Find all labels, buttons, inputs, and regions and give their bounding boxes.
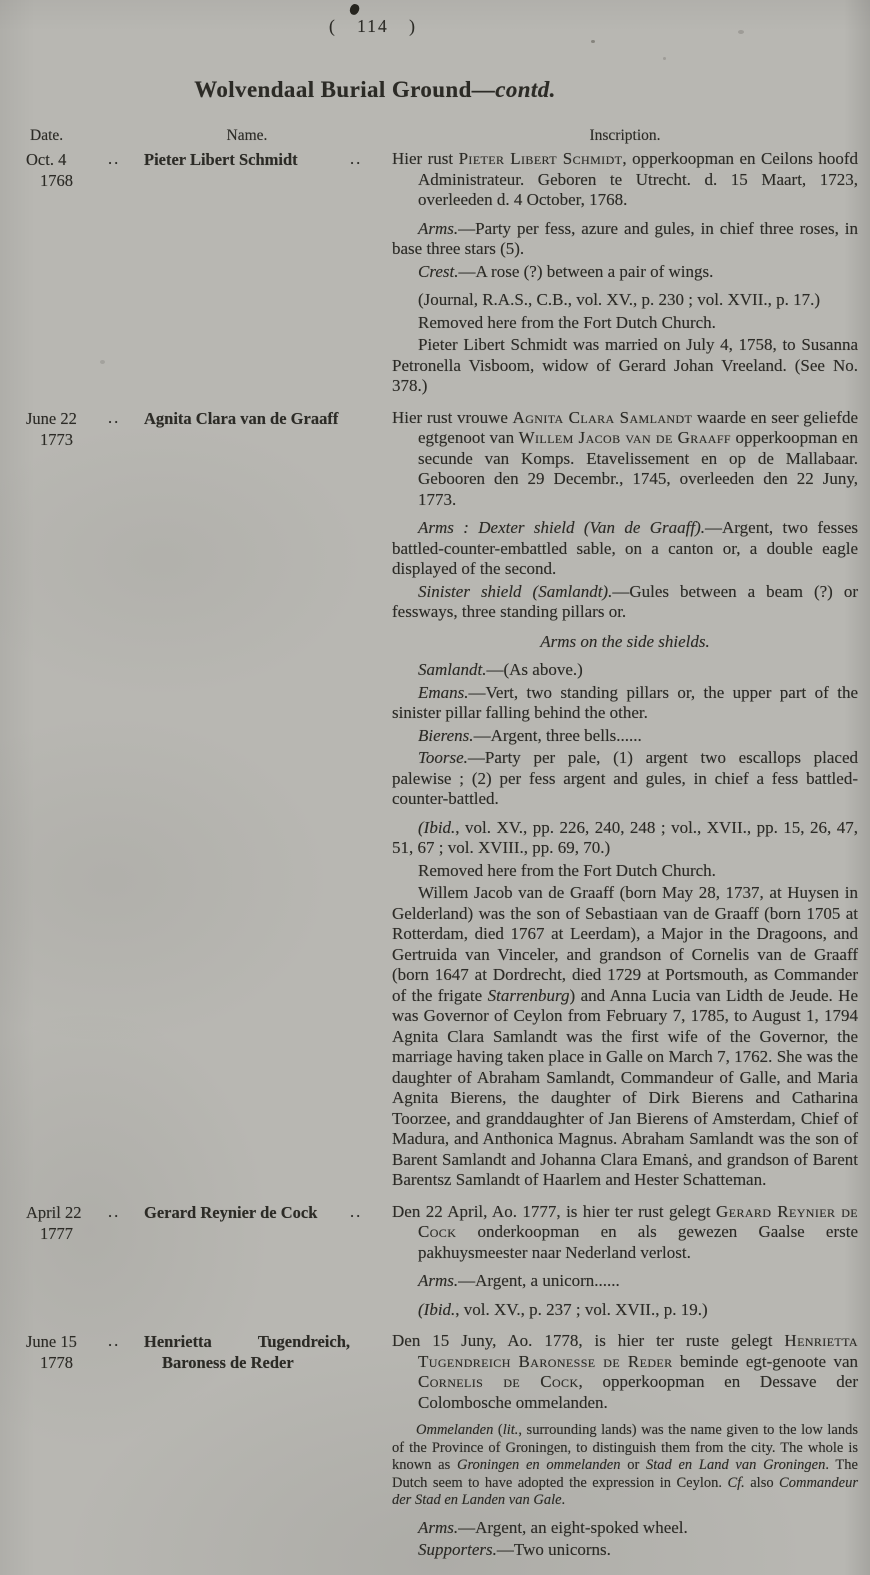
date-line-2: 1778 <box>40 1353 73 1372</box>
inscription-paragraph: Willem Jacob van de Graaff (born May 28, 1737, at Huysen in Gelderland) was the son of Sebastiaan van de Graaff (born 1705 at Rotterdam, died 1767 at Leerdam), a Major in the Dragoons, and Gertruida van Vinceler, and grandson of Cornelis van de Graaff (born 1647 at Dordrecht, died 1729 at Portsmouth, as Commander of the frigate Starrenburg) and Anna Lucia van Lidth de Jeude. He was Governor of Ceylon from February 7, 1785, to August 1, 1794 Agnita Clara Samlandt was the first wife of the Governor, the marriage having taken place in Galle on March 7, 1762. She was the daughter of Abraham Samlandt, Commandeur of Galle, and Maria Agnita Bierens, the daughter of Dirk Bierens and Catharina Toorzee, and granddaughter of Jan Bierens of Amsterdam, Chief of Madura, and Anthonica Magnus. Abraham Samlandt was the son of Barent Samlandt and Johanna Clara Emanṡ, and grandson of Barent Barentsz Samlandt of Haarlem and Hester Schatteman. <box>392 883 858 1189</box>
inscription-paragraph: Den 15 Juny, Ao. 1778, is hier ter ruste gelegt Henrietta Tugendreich Baronesse de Reder beminde egt-genoote van Cornelis de Cock, opperkoopman en Dessave der Colombosche ommelanden. <box>392 1331 859 1412</box>
inscription-paragraph: Arms : Dexter shield (Van de Graaff).—Argent, two fesses battled-counter-embattled sable, on a canton or, a double eagle displayed of the second. <box>392 518 858 578</box>
leader-dots: .. <box>108 149 121 168</box>
date-cell <box>20 148 108 397</box>
date-line-2: 1777 <box>40 1223 73 1243</box>
column-header-inscription: Inscription. <box>589 127 661 144</box>
inscription-cell <box>392 407 858 1191</box>
ink-speck <box>100 360 105 364</box>
inscription-footnote: Ommelanden (lit., surrounding lands) was the name given to the low lands of the Province of Groningen, to distinguish them from the city. The whole is known as Groningen en ommelanden or Stad en Land van Groningen. The Dutch seem to have adopted the expression in Ceylon. Cf. also Commandeur der Stad en Landen van Gale. <box>392 1422 858 1508</box>
entry-row-de-reder <box>20 1330 858 1561</box>
date-line-2: 1768 <box>40 171 73 190</box>
name-line-1 <box>144 1331 350 1352</box>
inscription-cell <box>392 1201 858 1321</box>
inscription-paragraph: Arms.—Party per fess, azure and gules, in chief three roses, in base three stars (5). <box>392 218 858 258</box>
inscription-paragraph: (Ibid., vol. XV., pp. 226, 240, 248 ; vol., XVII., pp. 15, 26, 47, 51, 67 ; vol. XVIII., pp. 69, 70.) <box>392 817 858 857</box>
inscription-paragraph: Removed here from the Fort Dutch Church. <box>418 860 716 880</box>
name-leader-dots <box>350 407 392 1191</box>
inscription-paragraph: Samlandt.—(As above.) <box>418 660 583 679</box>
entry-row-de-cock <box>20 1201 858 1321</box>
name-line-1-left: Henrietta <box>144 1332 212 1351</box>
name-leader-dots: .. <box>350 149 363 168</box>
date-line-2: 1773 <box>40 429 73 449</box>
date-cell <box>20 1330 108 1561</box>
date-line-1: April 22 <box>26 1202 82 1222</box>
date-cell <box>20 407 108 1191</box>
page-title-text: Wolvendaal Burial Ground <box>194 77 472 102</box>
page-title <box>0 77 794 103</box>
inscription-paragraph: Arms on the side shields. <box>540 631 710 651</box>
column-header-date: Date. <box>30 127 64 144</box>
inscription-paragraph: (Ibid., vol. XV., p. 237 ; vol. XVII., p. 19.) <box>418 1299 708 1319</box>
column-headers <box>20 127 858 145</box>
column-header-spacer <box>350 127 392 145</box>
page-title-continuation: —contd. <box>471 77 556 102</box>
ink-speck <box>663 57 666 60</box>
ink-speck <box>591 40 595 43</box>
inscription-cell <box>392 148 858 397</box>
name-leader-dots <box>350 1330 392 1561</box>
date-cell <box>20 1201 108 1321</box>
name-cell: Pieter Libert Schmidt <box>144 150 298 169</box>
inscription-paragraph: Sinister shield (Samlandt).—Gules between a beam (?) or fessways, three standing pillars or. <box>392 581 858 621</box>
inscription-paragraph: Arms.—Argent, an eight-spoked wheel. <box>418 1517 688 1537</box>
name-cell <box>144 1330 350 1561</box>
entry-row-schmidt <box>20 148 858 397</box>
name-cell: Agnita Clara van de Graaff <box>144 408 339 428</box>
inscription-paragraph: Removed here from the Fort Dutch Church. <box>418 312 716 332</box>
inscription-cell <box>392 1330 858 1561</box>
leader-dots: .. <box>108 1331 121 1350</box>
inscription-paragraph: Bierens.—Argent, three bells...... <box>418 725 642 745</box>
page-number: ( 114 ) <box>328 16 417 36</box>
inscription-paragraph: Toorse.—Party per pale, (1) argent two escallops placed palewise ; (2) per fess argent and gules, in chief a fess battled-counter-battled. <box>392 748 858 808</box>
inscription-paragraph: Crest.—A rose (?) between a pair of wings. <box>418 261 714 281</box>
inscription-paragraph: Emans.—Vert, two standing pillars or, the upper part of the sinister pillar falling behind the other. <box>392 682 858 722</box>
column-header-name: Name. <box>226 127 268 144</box>
inscription-paragraph: Supporters.—Two unicorns. <box>418 1540 611 1559</box>
name-line-2: Baroness de Reder <box>162 1353 294 1372</box>
inscription-paragraph: Den 22 April, Ao. 1777, is hier ter rust gelegt Gerard Reynier de Cock onderkoopman en als gewezen Gaalse erste pakhuysmeester naar Nederland verlost. <box>392 1201 859 1262</box>
name-line-1-right: Tugendreich, <box>257 1332 350 1351</box>
inscription-paragraph: Hier rust vrouwe Agnita Clara Samlandt waarde en seer geliefde egtgenoot van Willem Jacob van de Graaff opperkoopman en secunde van Komps. Etavelissement en op de Mallabaar. Gebooren den 29 Decembr., 1745, overleeden den 22 Juny, 1773. <box>392 407 858 509</box>
date-line-1: June 15 <box>26 1332 77 1351</box>
date-line-1: June 22 <box>26 408 77 428</box>
date-line-1: Oct. 4 <box>26 150 67 169</box>
inscription-paragraph: Pieter Libert Schmidt was married on July 4, 1758, to Susanna Petronella Visboom, widow of Gerard Johan Vreeland. (See No. 378.) <box>392 335 858 395</box>
name-cell: Gerard Reynier de Cock <box>144 1202 318 1222</box>
inscription-paragraph: Hier rust Pieter Libert Schmidt, opperkoopman en Ceilons hoofd Administrateur. Geboren te Utrecht. d. 15 Maart, 1723, overleeden d. 4 October, 1768. <box>392 149 858 209</box>
inscription-paragraph: (Journal, R.A.S., C.B., vol. XV., p. 230 ; vol. XVII., p. 17.) <box>418 290 821 309</box>
leader-dots: .. <box>108 407 121 427</box>
name-leader-dots: .. <box>350 1201 363 1221</box>
inscription-paragraph: Arms.—Argent, a unicorn...... <box>418 1271 620 1290</box>
entry-row-van-de-graaff <box>20 407 858 1191</box>
column-header-spacer <box>108 127 144 145</box>
leader-dots: .. <box>108 1201 121 1221</box>
